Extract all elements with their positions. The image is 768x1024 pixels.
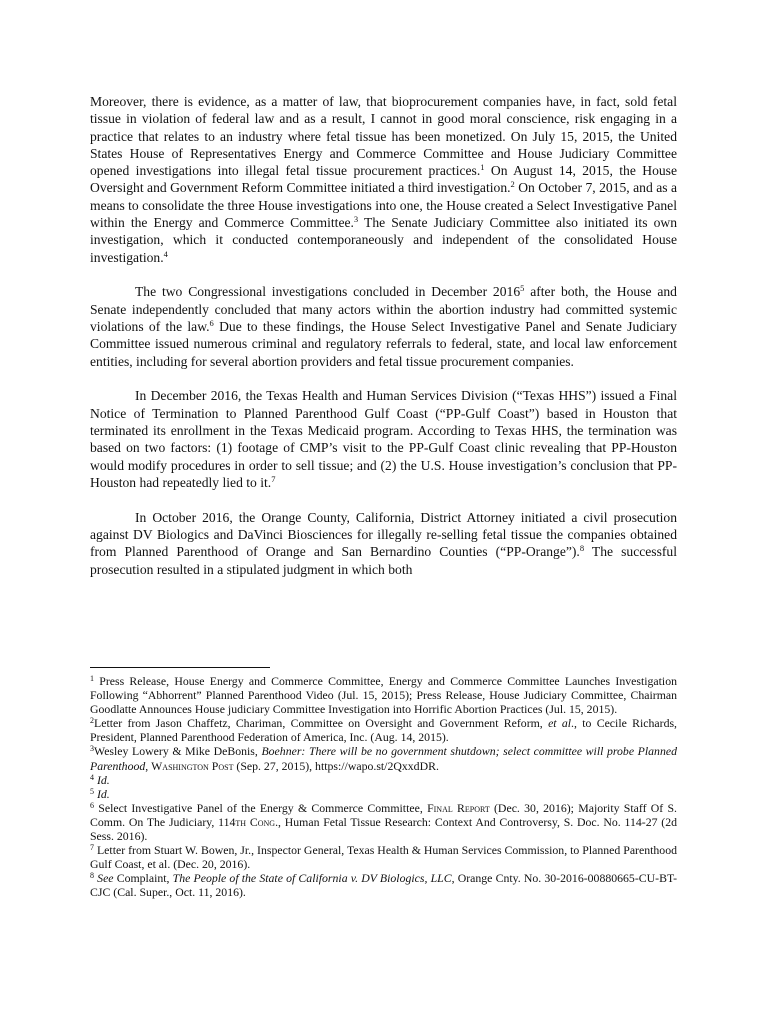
text-run: Select Investigative Panel of the Energy & Commerce Committee, [94, 800, 428, 815]
italic-text: Id. [96, 786, 110, 801]
text-run: ., to Cecile Richards, President, Planned Parenthood Federation of America, Inc. (Aug. 14, 2015). [90, 716, 678, 745]
paragraph [90, 93, 677, 266]
text-run: Wesley Lowery & Mike DeBonis, [94, 744, 262, 759]
text-run: , [145, 758, 152, 773]
footnote-number: 6 [90, 800, 94, 810]
text-run: Press Release, House Energy and Commerce Committee, Energy and Commerce Committee Launches Investigation Following “Abhorrent” Planned Parenthood Video (Jul. 15, 2015); Press Release, House Judiciary Committee, Chairman Goodlatte Announces House judiciary Committee Investigation into Horrific Abortion Practices (Jul. 15, 2015). [90, 674, 677, 717]
text-run: In December 2016, the Texas Health and Human Services Division (“Texas HHS”) issued a Final Notice of Termination to Planned Parenthood Gulf Coast (“PP-Gulf Coast”) based in Houston that terminated its enrollment in the Texas Medicaid program. According to Texas HHS, the termination was based on two factors: (1) footage of CMP’s visit to the PP-Gulf Coast clinic revealing that PP-Houston would modify procedures in order to sell tissue; and (2) the U.S. House investigation’s conclusion that PP-Houston had repeatedly lied to it. [90, 388, 677, 490]
text-run: after both, the House and Senate independently concluded that many actors within the abortion industry had committed systemic violations of the law. [90, 284, 677, 335]
text-run: On October 7, 2015, and as a means to consolidate the three House investigations into one, the House created a Select Investigative Panel within the Energy and Commerce Committee. [90, 180, 678, 231]
footnotes [90, 674, 677, 900]
footnote-number: 8 [90, 871, 94, 881]
footnote [90, 716, 677, 744]
footnote-ref: 2 [510, 179, 515, 190]
text-run: The successful prosecution resulted in a stipulated judgment in which both [90, 544, 677, 577]
footnote [90, 843, 677, 871]
footnote-ref: 7 [271, 473, 276, 484]
footnote [90, 801, 677, 843]
text-run: Due to these findings, the House Select Investigative Panel and Senate Judiciary Committee issued numerous criminal and regulatory referrals to federal, state, and local law enforcement entities, including for several abortion providers and fetal tissue procurement companies. [90, 319, 677, 369]
italic-text: The People of the State of California v. DV Biologics, LLC [172, 871, 452, 886]
footnote-ref: 1 [480, 162, 485, 173]
paragraph [90, 509, 677, 578]
italic-text: et al [548, 716, 572, 731]
footnote-ref: 3 [353, 214, 359, 225]
footnote [90, 773, 677, 787]
footnote [90, 744, 677, 772]
footnote-number: 3 [90, 744, 94, 754]
footnote [90, 787, 677, 801]
document-page [90, 93, 677, 595]
footnote-number: 7 [90, 843, 94, 853]
footnote [90, 674, 677, 716]
text-run: The two Congressional investigations concluded in December 2016 [135, 284, 521, 300]
footnote-ref: 5 [520, 283, 525, 294]
footnote-ref: 4 [163, 248, 168, 259]
text-run: The Senate Judiciary Committee also initiated its own investigation, which it conducted contemporaneously and independent of the consolidated House investigation. [90, 215, 677, 265]
paragraph [90, 387, 677, 491]
small-caps-text: Washington Post [151, 758, 234, 773]
text-run: , Orange Cnty. No. 30-2016-00880665-CU-BT-CJC (Cal. Super., Oct. 11, 2016). [90, 871, 677, 900]
body-text [90, 93, 677, 578]
footnote-ref: 8 [579, 543, 585, 554]
footnote [90, 871, 677, 899]
text-run: (Sep. 27, 2015), https://wapo.st/2QxxdDR. [233, 758, 439, 773]
text-run: On August 14, 2015, the House Oversight and Government Reform Committee initiated a third investigation. [90, 163, 677, 196]
text-run: Complaint, [113, 871, 173, 886]
small-caps-text: Final Report [427, 800, 490, 815]
small-caps-text: th Cong [235, 814, 276, 829]
text-run: Moreover, there is evidence, as a matter of law, that bioprocurement companies have, in fact, sold fetal tissue in violation of federal law and as a result, I cannot in good moral conscience, risk engaging in a practice that relates to an industry where fetal tissue has been monetized. On July 15, 2015, the United States House of Representatives Energy and Commerce Committee and House Judiciary Committee opened investigations into illegal fetal tissue procurement practices. [90, 94, 677, 179]
footnote-number: 2 [90, 716, 94, 726]
paragraph [90, 283, 677, 369]
text-run: In October 2016, the Orange County, California, District Attorney initiated a civil prosecution against DV Biologics and DaVinci Biosciences for illegally re-selling fetal tissue the companies obtained from Planned Parenthood of Orange and San Bernardino Counties (“PP-Orange”). [90, 509, 677, 560]
text-run: ., Human Fetal Tissue Research: Context And Controversy, S. Doc. No. 114-27 (2d Sess. 2016). [90, 814, 677, 844]
italic-text: Boehner: There will be no government shutdown; select committee will probe Planned Parenthood [90, 744, 677, 773]
text-run: (Dec. 30, 2016); Majority Staff Of S. Comm. On The Judiciary, 114 [90, 800, 677, 829]
text-run: Letter from Stuart W. Bowen, Jr., Inspector General, Texas Health & Human Services Commission, to Planned Parenthood Gulf Coast, et al. (Dec. 20, 2016). [90, 843, 677, 872]
footnote-number: 1 [90, 674, 94, 683]
footnote-number: 4 [90, 772, 94, 782]
footnote-separator [90, 667, 270, 668]
italic-text: See [97, 871, 114, 886]
footnote-ref: 6 [209, 318, 214, 329]
text-run: Letter from Jason Chaffetz, Chariman, Committee on Oversight and Government Reform, [94, 716, 549, 731]
footnote-number: 5 [90, 786, 94, 796]
italic-text: Id. [96, 772, 110, 787]
